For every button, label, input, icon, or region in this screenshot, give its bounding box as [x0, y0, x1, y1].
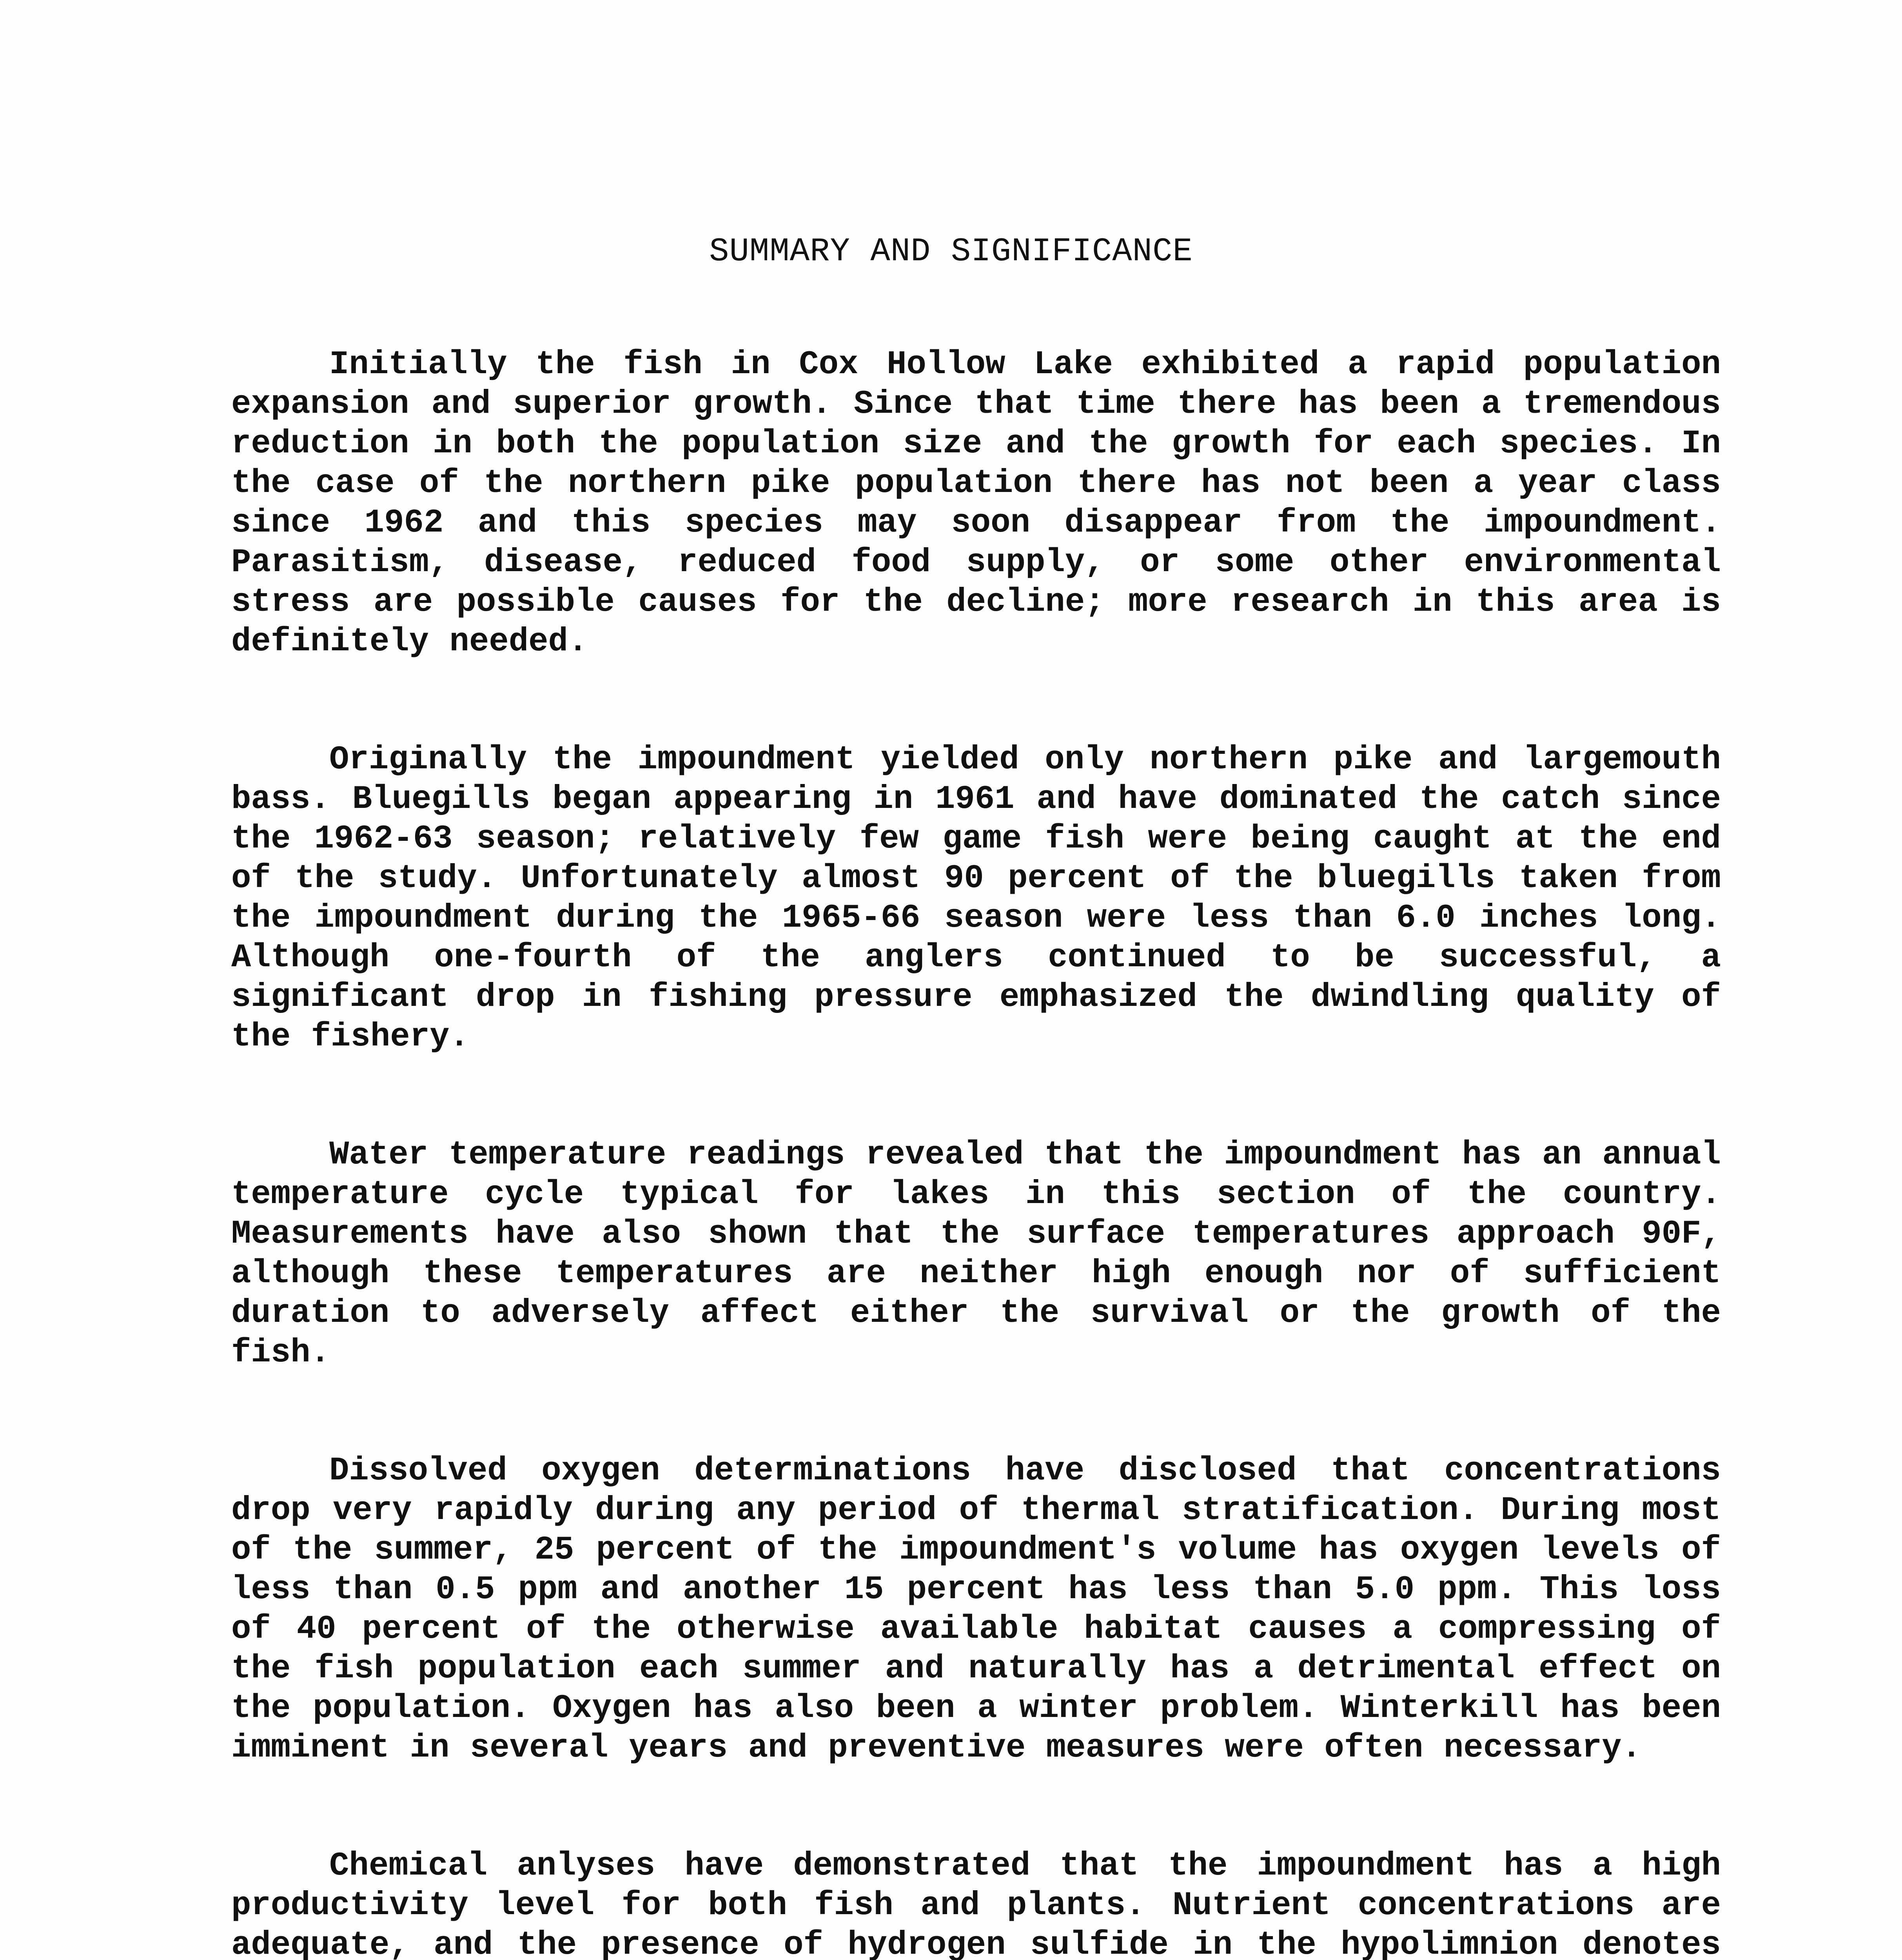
paragraph-population: Initially the fish in Cox Hollow Lake exhibited a rapid population expansion and superior growth. Since that time there has been a tremendous reduction in both the population size and the growth for each species. In the case of the northern pike population there has not been a year class since 1962 and this species may soon disappear from the impoundment. Parasitism, disease, reduced food supply, or some other environmental stress are possible causes for the decline; more research in this area is definitely needed. [231, 346, 1721, 661]
paragraph-temperature: Water temperature readings revealed that the impoundment has an annual temperature cycle typical for lakes in this section of the country. Measurements have also shown that the surface temperatures approach 90F, although these temperatures are neither high enough nor of sufficient duration to adversely affect either the survival or the growth of the fish. [231, 1136, 1721, 1372]
body-text [231, 345, 1721, 1960]
paragraph-oxygen: Dissolved oxygen determinations have disclosed that concentrations drop very rapidly during any period of thermal stratification. During most of the summer, 25 percent of the impoundment's volume has oxygen levels of less than 0.5 ppm and another 15 percent has less than 5.0 ppm. This loss of 40 percent of the otherwise available habitat causes a compressing of the fish population each summer and naturally has a detrimental effect on the population. Oxygen has also been a winter problem. Winterkill has been imminent in several years and preventive measures were often necessary. [231, 1452, 1721, 1767]
page-title: SUMMARY AND SIGNIFICANCE [709, 233, 1193, 270]
paragraph-fishery: Originally the impoundment yielded only northern pike and largemouth bass. Bluegills began appearing in 1961 and have dominated the catch since the 1962-63 season; relatively few game fish were being caught at the end of the study. Unfortunately almost 90 percent of the bluegills taken from the impoundment during the 1965-66 season were less than 6.0 inches long. Although one-fourth of the anglers continued to be successful, a significant drop in fishing pressure emphasized the dwindling quality of the fishery. [231, 741, 1721, 1056]
paragraph-chemical: Chemical anlyses have demonstrated that the impoundment has a high productivity level for both fish and plants. Nutrient concentrations are adequate, and the presence of hydrogen sulfide in the hypolimnion denotes [231, 1847, 1721, 1960]
